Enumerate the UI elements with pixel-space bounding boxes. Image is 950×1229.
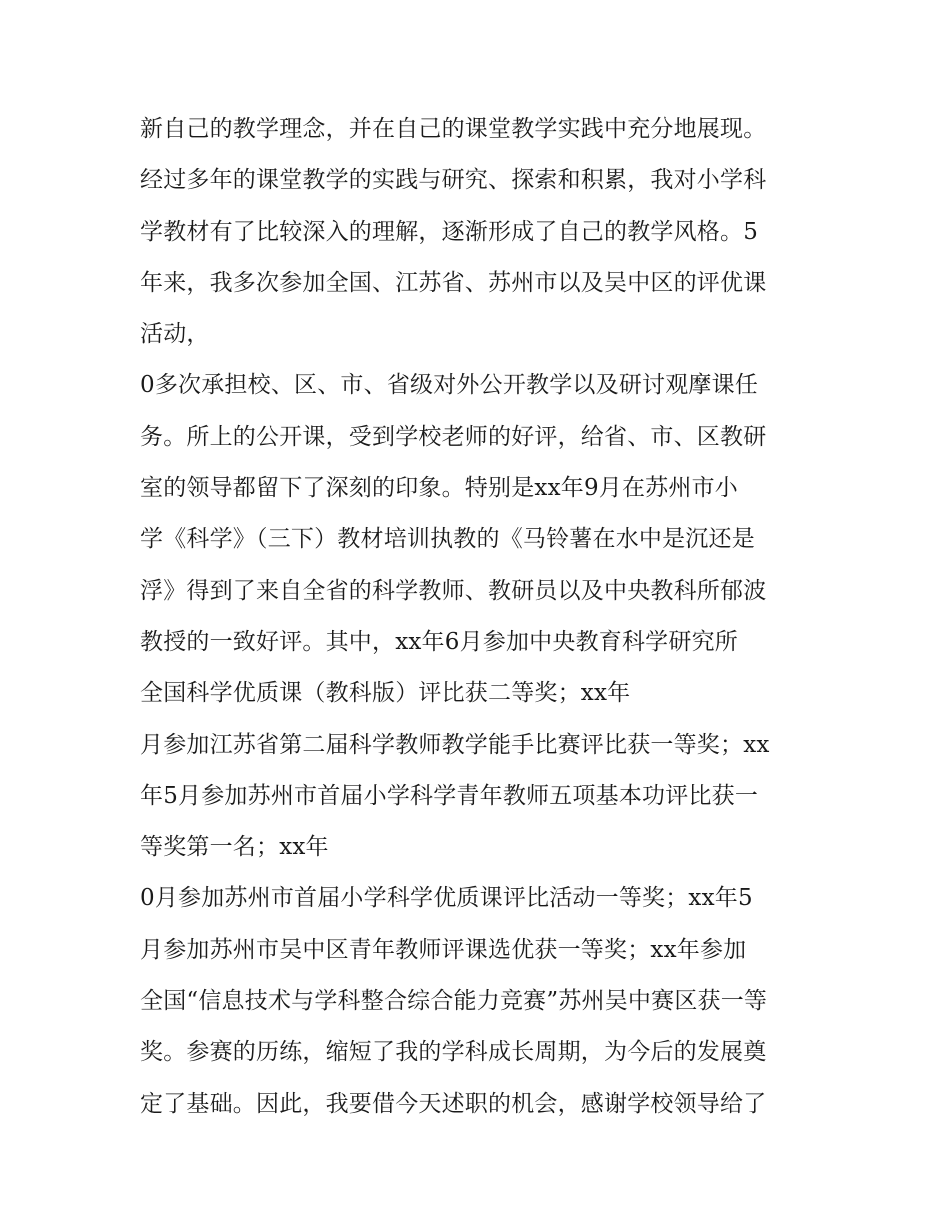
text-line: 浮》得到了来自全省的科学教师、教研员以及中央教科所郁波: [140, 577, 767, 604]
text-line: 年来，我多次参加全国、江苏省、苏州市以及吴中区的评优课: [140, 269, 767, 296]
text-line: 学教材有了比较深入的理解，逐渐形成了自己的教学风格。5: [140, 218, 759, 245]
text-line: 室的领导都留下了深刻的印象。特别是xx年9月在苏州市小: [140, 475, 738, 502]
text-line: 教授的一致好评。其中，xx年6月参加中央教育科学研究所: [140, 628, 738, 655]
text-line: 年5月参加苏州市首届小学科学青年教师五项基本功评比获一: [140, 782, 759, 809]
body-text: [140, 104, 830, 1130]
text-line: 0月参加苏州市首届小学科学优质课评比活动一等奖；xx年5: [140, 885, 753, 912]
text-line: 等奖第一名；xx年: [140, 834, 329, 861]
text-line: 全国“信息技术与学科整合综合能力竞赛”苏州吴中赛区获一等: [140, 988, 768, 1015]
text-line: 经过多年的课堂教学的实践与研究、探索和积累，我对小学科: [140, 167, 767, 194]
text-line: 务。所上的公开课，受到学校老师的好评，给省、市、区教研: [140, 423, 767, 450]
text-line: 奖。参赛的历练，缩短了我的学科成长周期，为今后的发展奠: [140, 1039, 767, 1066]
text-line: 0多次承担校、区、市、省级对外公开教学以及研讨观摩课任: [140, 372, 759, 399]
text-line: 月参加苏州市吴中区青年教师评课选优获一等奖；xx年参加: [140, 936, 747, 963]
text-line: 活动，: [140, 321, 210, 348]
text-line: 定了基础。因此，我要借今天述职的机会，感谢学校领导给了: [140, 1090, 767, 1117]
text-line: 学《科学》（三下）教材培训执教的《马铃薯在水中是沉还是: [140, 526, 755, 553]
text-line: 月参加江苏省第二届科学教师教学能手比赛评比获一等奖；xx: [140, 731, 770, 758]
text-line: 全国科学优质课（教科版）评比获二等奖；xx年: [140, 680, 631, 707]
text-line: 新自己的教学理念，并在自己的课堂教学实践中充分地展现。: [140, 116, 767, 142]
